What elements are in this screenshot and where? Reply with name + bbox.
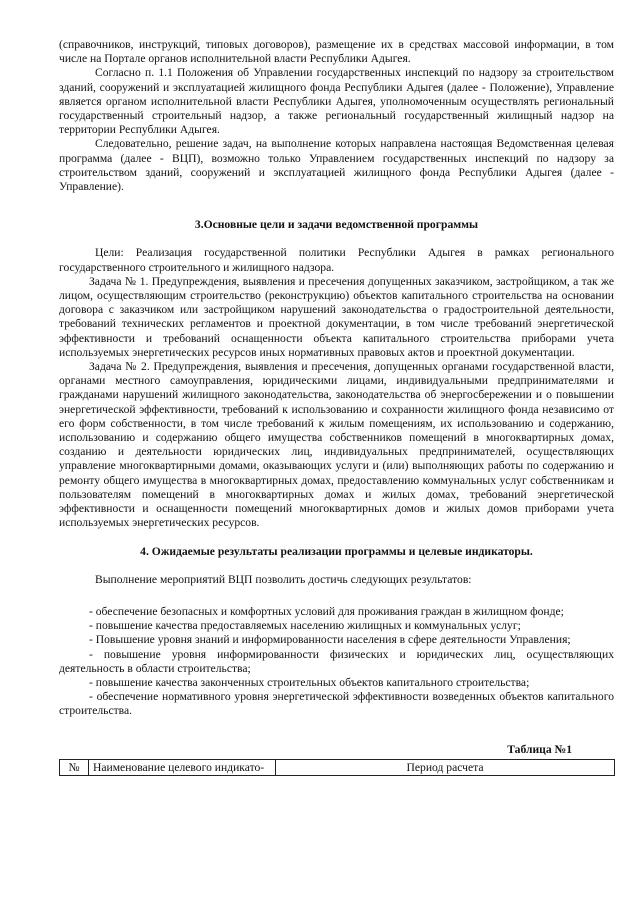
table-header-period: Период расчета (276, 759, 615, 775)
result-item: - повышение качества предоставляемых населению жилищных и коммунальных услуг; (89, 619, 521, 633)
intro-paragraph-3: Следовательно, решение задач, на выполнение которых направлена настоящая Ведомственная целевая программа (далее - ВЦП), возможно только Управлением государственных инспекций по надзору за строительством зданий, сооружений и эксплуатацией жилищного фонда Республики Адыгея (далее - Управление). (59, 137, 614, 194)
table-caption: Таблица №1 (507, 742, 572, 756)
table-header-row (60, 759, 615, 775)
section-4-heading: 4. Ожидаемые результаты реализации программы и целевые индикаторы. (140, 544, 533, 558)
result-item: - повышение качества законченных строительных объектов капитального строительства; (89, 675, 530, 689)
section-3-task-1: Задача № 1. Предупреждения, выявления и пресечения допущенных заказчиком, застройщиком, а так же лицом, осуществляющим строительство (реконструкцию) объектов капитального строительства на основании договора с заказчиком или застройщиком нарушений законодательства о градостроительной деятельности, требований технических регламентов и проектной документации, в том числе требований энергетической эффективности и требований оснащенности объекта капитального строительства приборами учета используемых энергетических ресурсов иных нормативных правовых актов и проектной документации. (59, 274, 614, 359)
table-header-number: № (60, 759, 89, 775)
section-3-task-2: Задача № 2. Предупреждения, выявления и пресечения, допущенных органами государственной власти, органами местного самоуправления, юридическими лицами, индивидуальными предпринимателями и гражданами нарушений жилищного законодательства, законодательства об энергосбережении и о повышении энергетической эффективности, требований к использованию и сохранности жилищного фонда независимо от его форм собственности, в том числе требований к жилым помещениям, их использованию и содержанию, использованию и содержанию общего имущества собственников помещений в многоквартирных домах, созданию и деятельности юридических лиц, индивидуальных предпринимателей, осуществляющих управление многоквартирными домами, оказывающих услуги и (или) выполняющих работы по содержанию и ремонту общего имущества в многоквартирных домах, предоставлению коммунальных услуг собственникам и пользователям помещений в многоквартирных домах и жилых домах, требований энергетической эффективности и оснащенности помещений многоквартирных домов и жилых домов приборами учета используемых энергетических ресурсов. (59, 360, 614, 530)
intro-paragraph-1: (справочников, инструкций, типовых договоров), размещение их в средствах массовой информации, в том числе на Портале органов исполнительной власти Республики Адыгея. (59, 38, 614, 66)
indicator-table (59, 759, 615, 776)
result-item: - повышение уровня информированности физических и юридических лиц, осуществляющих деятельность в области строительства; (59, 647, 614, 675)
section-3-heading: 3.Основные цели и задачи ведомственной программы (194, 218, 479, 232)
table-header-indicator-name: Наименование целевого индикато- (89, 759, 276, 775)
result-item: - Повышение уровня знаний и информированности населения в сфере деятельности Управления; (89, 633, 571, 647)
result-item: - обеспечение нормативного уровня энергетической эффективности возведенных объектов капитального строительства. (59, 690, 614, 718)
document-body (59, 38, 614, 776)
section-4-lead: Выполнение мероприятий ВЦП позволить достичь следующих результатов: (95, 572, 472, 586)
section-3-goal: Цели: Реализация государственной политики Республики Адыгея в рамках регионального государственного строительного и жилищного надзора. (59, 246, 614, 274)
result-item: - обеспечение безопасных и комфортных условий для проживания граждан в жилищном фонде; (89, 604, 564, 618)
intro-paragraph-2: Согласно п. 1.1 Положения об Управлении государственных инспекций по надзору за строительством зданий, сооружений и эксплуатацией жилищного фонда Республики Адыгея (далее - Положение), Управление является органом исполнительной власти Республики Адыгея, уполномоченным осуществлять региональный государственный строительный надзор, а также региональный государственный жилищный надзор на территории Республики Адыгея. (59, 66, 614, 137)
